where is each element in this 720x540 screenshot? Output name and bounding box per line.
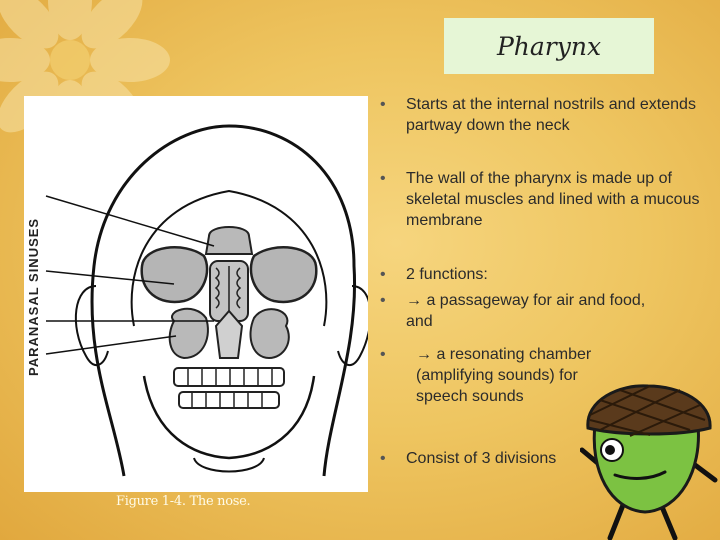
bullet-text: → a resonating chamber (amplifying sounds) for speech sounds [416, 346, 592, 405]
title-box [444, 18, 654, 74]
bullet-text: Consist of 3 divisions [406, 450, 557, 467]
bullet-dot: • [380, 346, 386, 363]
bullet-dot: • [380, 450, 386, 467]
figure-caption: Figure 1-4. The nose. [116, 494, 251, 509]
bullet-text: 2 functions: [406, 266, 488, 283]
bullet-dot: • [380, 170, 386, 187]
acorn-character-icon [580, 380, 720, 540]
bullet-text: → a passageway for air and food, and [406, 292, 646, 330]
bullet-text: The wall of the pharynx is made up of skeletal muscles and lined with a mucous membrane [406, 170, 700, 229]
bullet-dot: • [380, 266, 386, 283]
bullet-text: Starts at the internal nostrils and extends partway down the neck [406, 96, 696, 134]
figure-side-label: PARANASAL SINUSES [26, 217, 41, 376]
slide-title: Pharynx [496, 31, 602, 61]
bullet-dot: • [380, 96, 386, 113]
skull-figure [24, 96, 368, 492]
bullet-dot: • [380, 292, 386, 309]
skull-illustration [24, 96, 368, 492]
